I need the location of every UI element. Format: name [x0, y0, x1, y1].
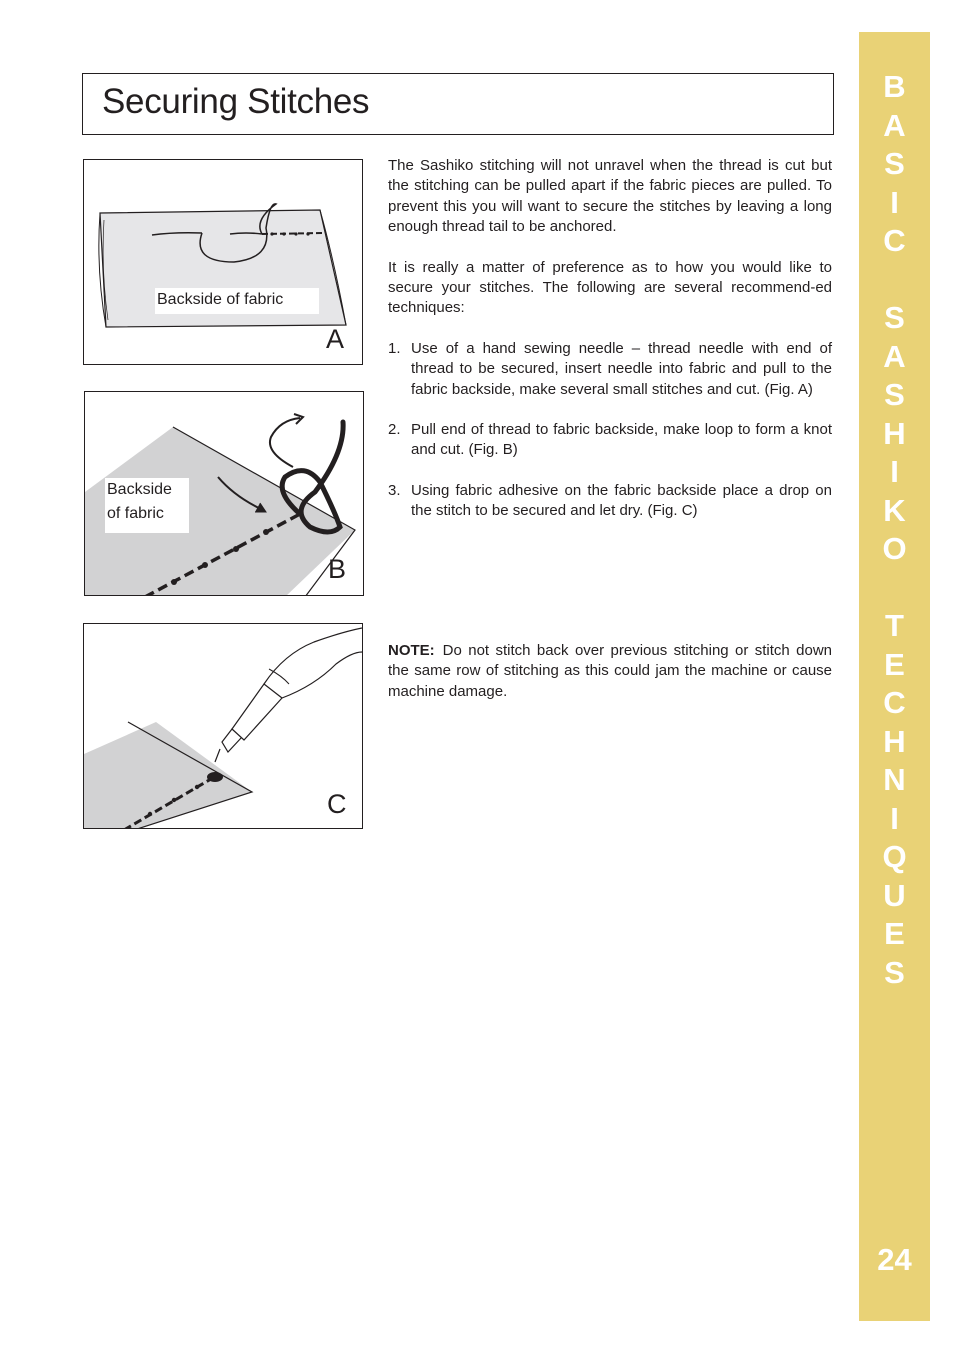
side-tab-letter: T: [885, 608, 904, 643]
title-box: [82, 73, 834, 135]
side-tab-letter: H: [883, 723, 906, 759]
figure-c: [83, 623, 363, 829]
side-tab-letters: [859, 68, 930, 992]
side-tab-letter: U: [883, 877, 906, 913]
side-tab-letter: S: [884, 377, 905, 412]
side-tab-letter: S: [884, 954, 905, 990]
step-text: Use of a hand sewing needle – thread needle with end of thread to be secured, insert needle into fabric and pull to the fabric backside, make several small stitches and cut. (Fig. A): [411, 339, 832, 398]
side-tab-letter: C: [883, 685, 906, 720]
figure-c-letter: C: [327, 789, 347, 819]
side-tab-letter: C: [883, 223, 906, 258]
side-tab-letter: I: [890, 454, 899, 489]
note-text: Do not stitch back over previous stitching or stitch down the same row of stitching as this could jam the machine or cause machine damage.: [388, 642, 832, 700]
step-number: 1.: [388, 339, 401, 357]
step-item: [388, 420, 832, 461]
intro-paragraph: The Sashiko stitching will not unravel when the thread is cut but the stitching can be pulled apart if the fabric pieces are pulled. To prevent this you will want to secure the stitches by leaving a long enough thread tail to be anchored.: [388, 157, 832, 236]
figure-a-label: Backside of fabric: [155, 288, 319, 314]
side-tab-letter: K: [883, 492, 906, 528]
step-text: Pull end of thread to fabric backside, make loop to form a knot and cut. (Fig. B): [411, 421, 832, 459]
note-paragraph: [388, 641, 832, 702]
side-tab-letter: B: [883, 69, 906, 104]
figure-b-label-line1: Backside: [107, 481, 172, 498]
side-tab-gap: [859, 261, 930, 300]
side-tab-letter: A: [883, 338, 906, 374]
steps-list: [388, 339, 832, 522]
side-tab-letter: S: [884, 146, 905, 181]
figure-a-letter: A: [326, 324, 345, 354]
side-tab-letter: S: [884, 300, 905, 335]
figure-c-illustration: [84, 624, 363, 829]
figure-a: [83, 159, 363, 365]
side-tab-letter: I: [890, 800, 899, 836]
step-text: Using fabric adhesive on the fabric backside place a drop on the stitch to be secured and let dry. (Fig. C): [411, 481, 832, 520]
preference-paragraph: It is really a matter of preference as to how you would like to secure your stitches. The following are several recommend-ed techniques:: [388, 258, 832, 317]
side-tab-letter: N: [883, 762, 906, 797]
side-tab-letter: I: [890, 184, 899, 220]
side-tab-letter: E: [884, 916, 905, 951]
side-tab-letter: E: [884, 646, 905, 682]
instructions-column: [388, 156, 832, 542]
step-item: [388, 481, 832, 522]
side-tab-gap: [859, 569, 930, 608]
figure-b-label-line2: of fabric: [107, 505, 164, 522]
page-number: 24: [877, 1242, 912, 1277]
side-tab-letter: A: [883, 107, 906, 143]
figure-b-letter: B: [328, 554, 347, 584]
figure-b: [84, 391, 364, 596]
side-tab: [859, 32, 930, 1321]
step-item: [388, 339, 832, 400]
page-title: Securing Stitches: [102, 82, 370, 121]
figure-b-label: [105, 478, 189, 533]
side-tab-letter: Q: [882, 839, 907, 874]
step-number: 3.: [388, 481, 401, 499]
note-label: NOTE:: [388, 642, 435, 659]
figure-a-illustration: [84, 160, 363, 365]
side-tab-letter: H: [883, 415, 906, 451]
side-tab-letter: O: [882, 531, 907, 566]
step-number: 2.: [388, 421, 401, 439]
